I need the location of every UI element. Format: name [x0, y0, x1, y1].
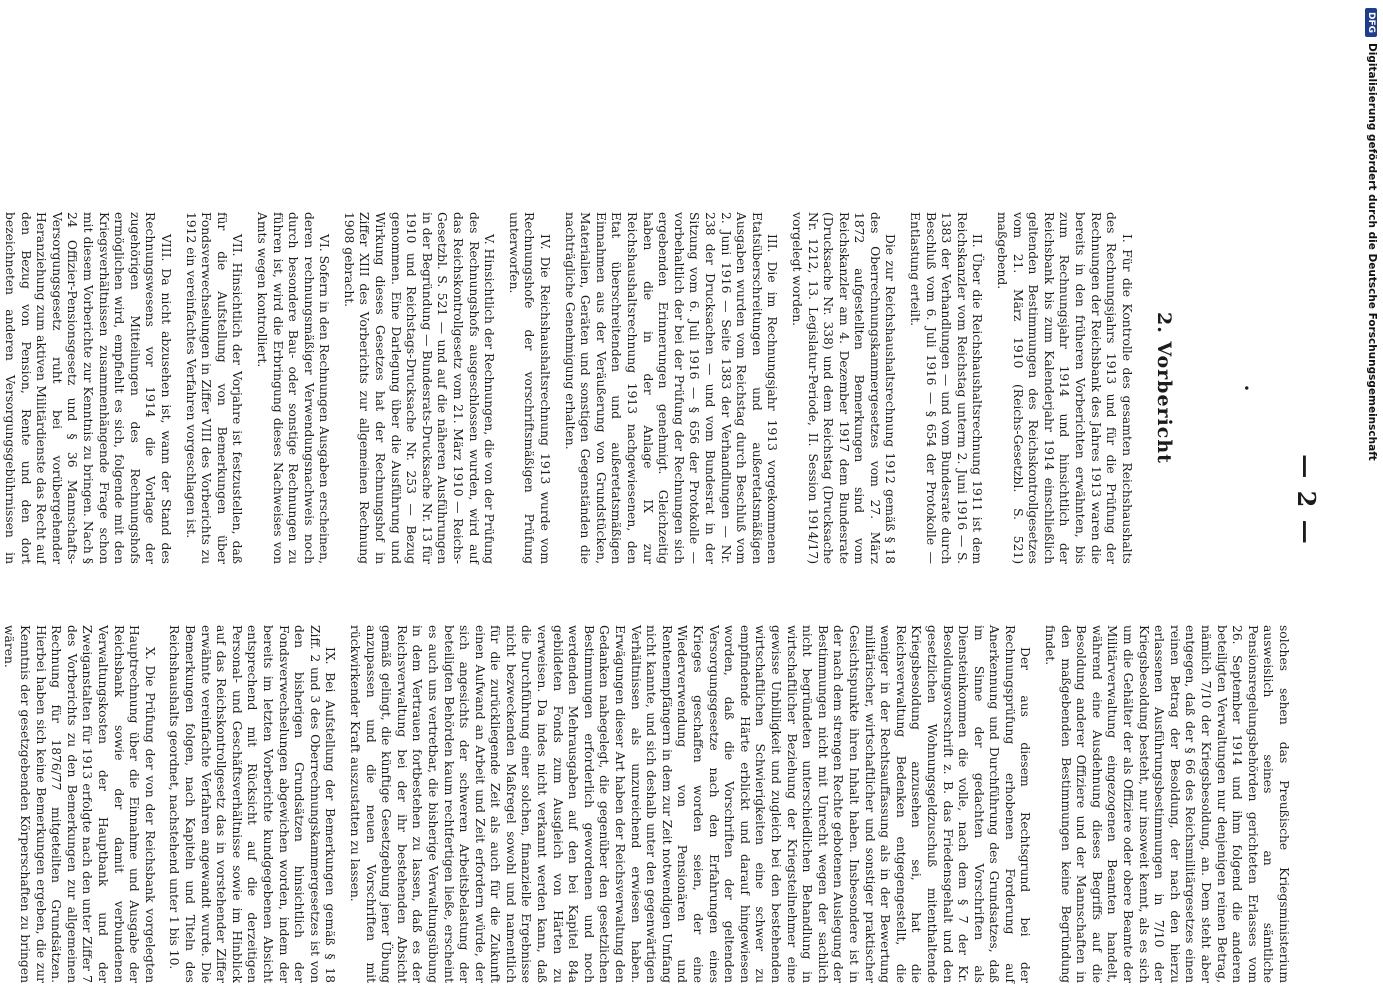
paragraph-i: I. Für die Kontrolle des gesamten Reichshaushalts des Rechnungsjahrs 1913 und für die Prüfung der Rechnungen der Reichsbank des Jahres 1913 waren die bereits in den früheren Vorberichten erwähnten, bis zum Rechnungsjahr 1914 und hinsichtlich der Reichsbank bis zum Kalenderjahr 1914 einschließlich geltenden Bestimmungen des Reichskontrollgesetzes vom 21. März 1910 (Reichs-Gesetzbl. S. 521) maßgebend.	[995, 212, 1134, 564]
dfg-logo: DFG	[1365, 8, 1377, 37]
paragraph-ii-continued: Die zur Reichshaushaltsrechnung 1912 gemäß § 18 des Oberrechnungskammergesetzes vom 27. März 1872 aufgestellten Bemerkungen sind vom Reichskanzler am 4. Dezember 1917 dem Bundesrate (Drucksache Nr. 338) und dem Reichstag (Drucksache Nr. 1212, 13. Legislatur-Periode, II. Session 1914/17) vorgelegt worden.	[789, 212, 898, 564]
left-column	[0, 212, 1287, 564]
paragraph-iii: III. Die im Rechnungsjahr 1913 vorgekommenen Etatsüberschreitungen und außeretatsmäßigen Ausgaben wurden vom Reichstag durch Beschluß vom 2. Juni 1916 — Seite 1383 der Verhandlungen — Nr. 238 der Drucksachen — und vom Bundesrat in der Sitzung vom 6. Juli 1916 — § 656 der Protokolle — vorbehaltlich der bei der Prüfung der Rechnungen sich ergebenden Erinnerungen genehmigt. Gleichzeitig haben die in der Anlage IX zur Reichshaushaltsrechnung 1913 nachgewiesenen, den Etat überschreitenden und außeretatsmäßigen Einnahmen aus der Veräußerung von Grundstücken, Materialien, Geräten und sonstigen Gegenständen die nachträgliche Genehmigung erhalten.	[562, 212, 780, 564]
paragraph-v: V. Hinsichtlich der Rechnungen, die von der Prüfung des Rechnungshofs ausgeschlossen wurden, wird auf das Reichskontrollgesetz vom 21. März 1910 — Reichs-Gesetzbl. S. 521 — und auf die näheren Ausführungen in der Begründung — Bundesrats-Drucksache Nr. 13 für 1910 und Reichstags-Drucksache Nr. 253 — Bezug genommen. Eine Darlegung über die Ausführung und Wirkung dieses Gesetzes hat der Rechnungshof in Ziffer XIII des Vorberichts zur allgemeinen Rechnung 1908 gebracht.	[341, 212, 497, 564]
paragraph-vi: VI. Sofern in den Rechnungen Ausgaben erscheinen, deren rechnungsmäßiger Verwendungsnachweis noch durch besondere Bau- oder sonstige Rechnungen zu führen ist, wird die Erbringung dieses Nachweises von Amts wegen kontrolliert.	[254, 212, 332, 564]
paragraph-ix: IX. Bei Aufstellung der Bemerkungen gemäß § 18 Ziff. 2 und 3 des Oberrechnungskammergesetzes ist von den bisherigen Grundsätzen hinsichtlich der Fondsverwechselungen abgewichen worden, indem der bereits im letzten Vorberichte kundgegebenen Absicht entsprechend mit Rücksicht auf die derzeitigen Personal- und Geschäftsverhältnisse sowie im Hinblick auf das Reichskontrollgesetz das in vorstehender Ziffer erwähnte vereinfachte Verfahren angewandt wurde. Die Bemerkungen folgen, nach Kapiteln und Titeln des Reichshaushalts geordnet, nachstehend unter 1 bis 10.	[167, 625, 338, 983]
paragraph-iv: IV. Die Reichshaushaltsrechnung 1913 wurde vom Rechnungshofe der vorschriftsmäßigen Prüfung unterworfen.	[506, 212, 553, 564]
paragraph-viii: VIII. Da nicht abzusehen ist, wann der Stand des Rechnungswesens vor 1914 die Vorlage der zugehörigen Mitteilungen des Rechnungshofs ermöglichen wird, empfiehlt es sich, folgende mit den Kriegsverhältnissen zusammenhängende Frage schon mit diesem Vorberichte zur Kenntnis zu bringen. Nach § 24 Offizier-Pensionsgesetz und § 36 Mannschafts-Versorgungsgesetz ruht bei vorübergehender Heranziehung zum aktiven Militärdienste das Recht auf den Bezug von Pension, Rente und den dort bezeichneten anderen Versorgungsgebührnissen in	[3, 212, 173, 564]
digitization-note	[1362, 8, 1378, 1000]
right-column	[0, 625, 1291, 983]
digitization-credit: Digitalisierung gefördert durch die Deutsche Forschungsgemeinschaft	[1366, 43, 1378, 461]
paragraph-viii-continued: solches sehen das Preußische Kriegsministerium ausweislich seines an sämtliche Pensionsregelungsbehörden gerichteten Erlasses vom 26. September 1914 und ihm folgend die anderen beteiligten Verwaltungen nur denjenigen reinen Betrag, nämlich 7/10 der Kriegsbesoldung, an. Dem steht aber entgegen, daß der § 66 des Reichsmilitärgesetzes einen reinen Betrag der Besoldung, der nach den hierzu erlassenen Ausführungsbestimmungen in 7/10 der Kriegsbesoldung besteht, nur insoweit kennt, als es sich um die Gehälter der als Offiziere oder obere Beamte der Militärverwaltung eingezogenen Beamten handelt, während eine Ausdehnung dieses Begriffs auf die Besoldung anderer Offiziere und der Mannschaften in den maßgebenden Bestimmungen keine Begründung findet.	[1043, 625, 1291, 983]
paragraph-vii: VII. Hinsichtlich der Vorjahre ist festzustellen, daß für die Aufstellung von Bemerkungen über Fondsverwechselungen in Ziffer VIII des Vorberichts zu 1912 ein vereinfachtes Verfahren vorgeschlagen ist.	[183, 212, 245, 564]
page-number: — 2 —	[1292, 454, 1321, 546]
paragraph-ii: II. Über die Reichshaushaltsrechnung 1911 ist dem Reichskanzler vom Reichstag unterm 2. Juni 1916 — S. 1383 der Verhandlungen — und vom Bundesrate durch Beschluß vom 6. Juli 1916 — § 654 der Protokolle — Entlastung erteilt.	[908, 212, 985, 564]
section-title: 2. Vorbericht	[1153, 312, 1176, 464]
paragraph-x: X. Die Prüfung der von der Reichsbank vorgelegten Hauptrechnung über die Einnahme und Ausgabe der Reichsbank sowie der damit verbundenen Verwaltungskosten der Hauptbank und der Zweiganstalten für 1913 erfolgte nach den unter Ziffer 7 des Vorberichts zu den Bemerkungen zur allgemeinen Rechnung für 1876/77 mitgeteilten Grundsätzen. Hierbei haben sich keine Bemerkungen ergeben, die zur Kenntnis der gesetzgebenden Körperschaften zu bringen wären.	[2, 625, 157, 983]
section-dot: •	[1239, 384, 1253, 392]
paragraph-viii-discussion: Der aus diesem Rechtsgrund bei der Rechnungsprüfung erhobenen Forderung auf Anerkennung und Durchführung des Grundsatzes, daß im Sinne der gedachten Vorschriften als Diensteinkommen die volle, nach dem § 7 der Kr. Besoldungsvorschrift z. B. das Friedensgehalt und den gesetzlichen Wohnungsgeldzuschuß mitenthaltende Kriegsbesoldung anzusehen sei, hat die Reichsverwaltung Bedenken entgegengestellt, die weniger in der Rechtsauffassung als in der Bewertung militärischer, wirtschaftlicher und sonstiger praktischer Gesichtspunkte ihren Inhalt haben. Insbesondere ist in der nach dem strengen Rechte gebotenen Auslegung der Bestimmungen nicht mit Unrecht wegen der sachlich nicht begründeten unterschiedlichen Behandlung in wirtschaftlicher Beziehung der Kriegsteilnehmer eine gewisse Unbilligkeit und zugleich bei den bestehenden wirtschaftlichen Schwierigkeiten eine schwer zu empfindende Härte erblickt und darauf hingewiesen worden, daß die Vorschriften der geltenden Versorgungsgesetze nach den Erfahrungen eines Krieges geschaffen worden seien, der eine Wiederverwendung von Pensionären und Rentenempfängern in dem zur Zeit notwendigen Umfang nicht kannte, und sich deshalb unter den gegenwärtigen Verhältnissen als unzureichend erwiesen haben. Erwägungen dieser Art haben der Reichsverwaltung den Gedanken nahegelegt, die gegenüber den gesetzlichen Bestimmungen erforderlich gewordenen und noch werdenden Mehrausgaben auf den bei Kapitel 84a gebildeten Fonds zum Ausgleich von Härten zu verweisen. Da indes nicht verkannt werden kann, daß die Durchführung einer solchen, finanzielle Ergebnisse nicht bezweckenden Maßregel sowohl und namentlich für die zurückliegende Zeit als auch für die Zukunft einen Aufwand an Arbeit und Zeit erfordern würde, der sich angesichts der schweren Arbeitsbelastung der beteiligten Behörden kaum rechtfertigen ließe, erscheint es auch uns vertretbar, die bisherige Verwaltungsübung in dem Vertrauen fortbestehen zu lassen, daß es der Reichsverwaltung bei der ihr bestehenden Absicht gemäß gelingt, die künftige Gesetzgebung jener Übung anzupassen und die neuen Vorschriften mit rückwirkender Kraft auszustatten zu lassen.	[347, 625, 1033, 983]
